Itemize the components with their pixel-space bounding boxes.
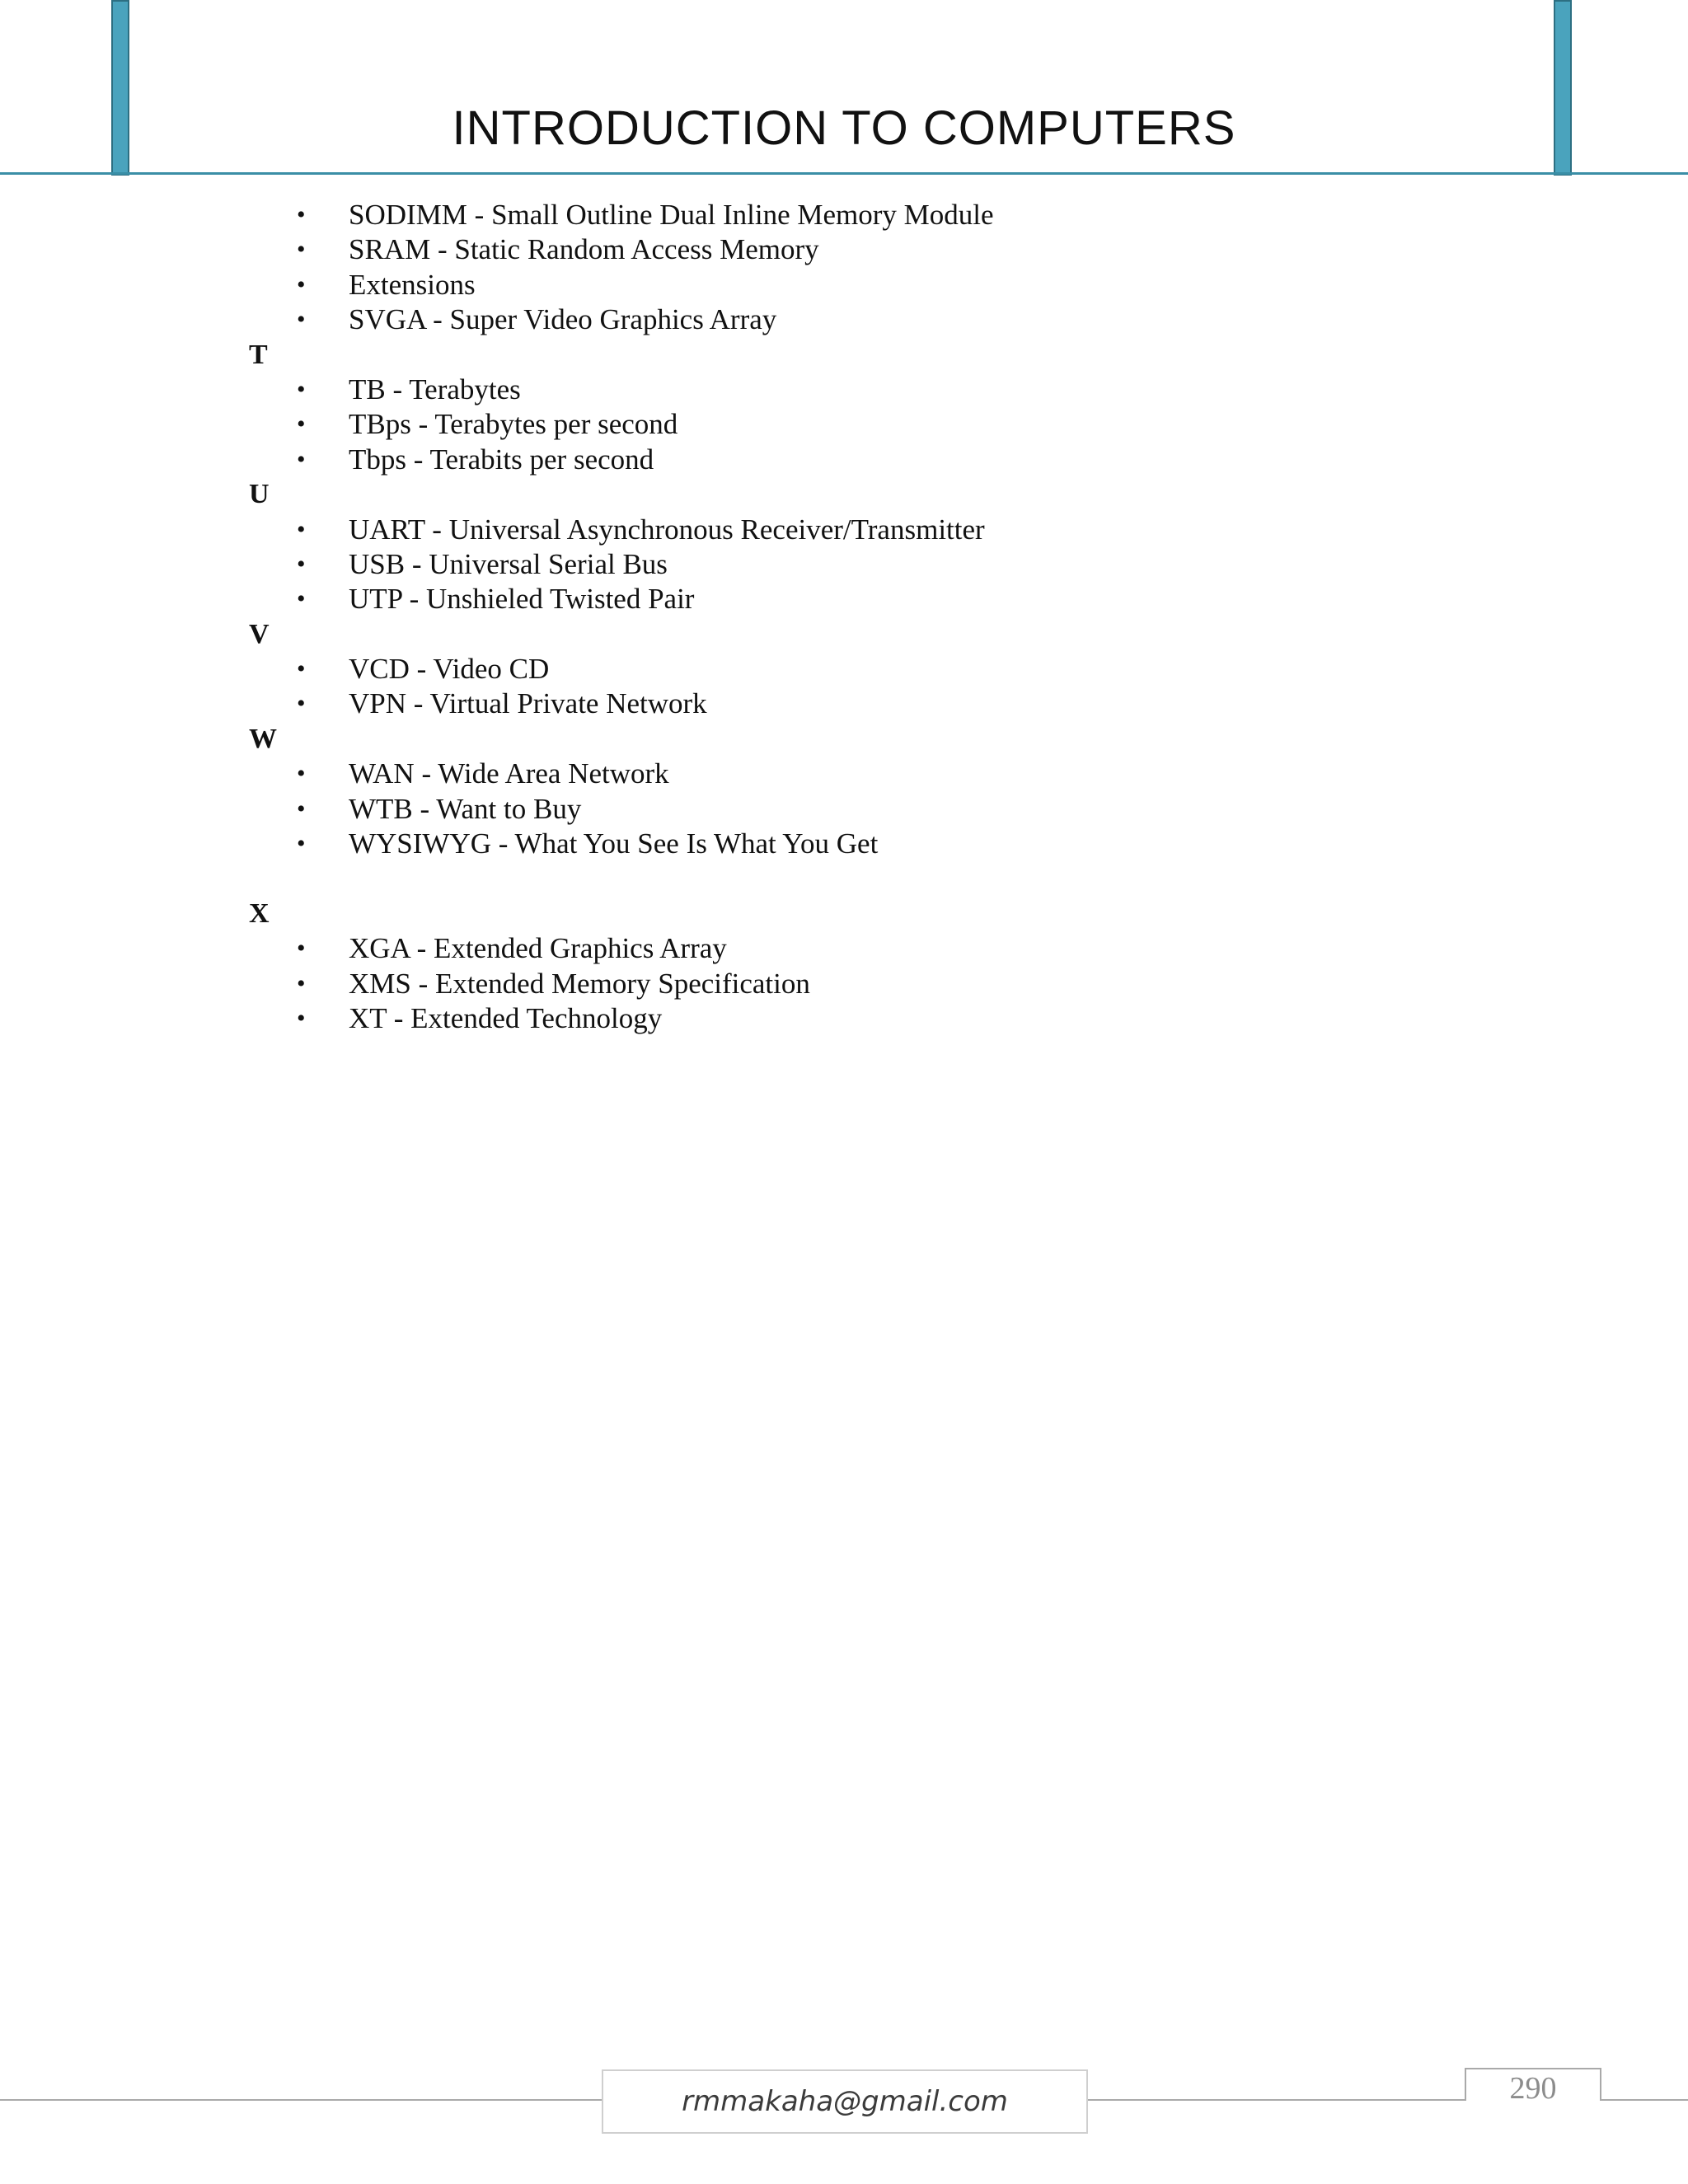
list-item xyxy=(0,1001,1688,1036)
page-number: 290 xyxy=(1509,2071,1557,2106)
list-item-text: XGA - Extended Graphics Array xyxy=(349,932,727,965)
bullet-icon: • xyxy=(297,830,306,858)
bullet-icon: • xyxy=(297,550,306,578)
footer-rule-left xyxy=(0,2099,602,2101)
section-letter: T xyxy=(249,339,268,370)
list-item xyxy=(0,652,1688,687)
bullet-icon: • xyxy=(297,306,306,334)
bullet-icon: • xyxy=(297,236,306,264)
list-item-text: SVGA - Super Video Graphics Array xyxy=(349,303,777,336)
list-item-text: Tbps - Terabits per second xyxy=(349,443,654,476)
bullet-icon: • xyxy=(297,760,306,788)
list-item-text: SODIMM - Small Outline Dual Inline Memory Module xyxy=(349,199,994,231)
bullet-icon: • xyxy=(297,1004,306,1032)
bullet-icon: • xyxy=(297,969,306,997)
list-item-text: VCD - Video CD xyxy=(349,653,550,686)
bullet-icon: • xyxy=(297,585,306,613)
list-item-text: WTB - Want to Buy xyxy=(349,792,582,825)
bullet-icon: • xyxy=(297,794,306,823)
list-item-text: VPN - Virtual Private Network xyxy=(349,687,707,720)
list-item xyxy=(0,792,1688,827)
list-item-text: USB - Universal Serial Bus xyxy=(349,547,668,580)
bullet-icon: • xyxy=(297,655,306,683)
list-item-text: WAN - Wide Area Network xyxy=(349,757,669,790)
list-item xyxy=(0,443,1688,477)
list-item-text: WYSIWYG - What You See Is What You Get xyxy=(349,827,879,860)
bullet-icon: • xyxy=(297,445,306,473)
list-item-text: TB - Terabytes xyxy=(349,373,521,405)
list-item-text: UART - Universal Asynchronous Receiver/Transmitter xyxy=(349,513,985,546)
section-heading-w xyxy=(0,722,1688,757)
list-item xyxy=(0,827,1688,861)
bullet-icon: • xyxy=(297,935,306,963)
list-item xyxy=(0,687,1688,721)
list-item xyxy=(0,547,1688,582)
section-heading-x xyxy=(0,897,1688,931)
list-item-text: XMS - Extended Memory Specification xyxy=(349,967,810,1000)
blank-line xyxy=(0,861,1688,896)
list-item-text: SRAM - Static Random Access Memory xyxy=(349,233,819,266)
section-heading-t xyxy=(0,338,1688,373)
acronym-list xyxy=(0,198,1688,1036)
list-item-text: Extensions xyxy=(349,268,476,301)
list-item xyxy=(0,582,1688,616)
list-item xyxy=(0,268,1688,302)
footer-email: rmmakaha@gmail.com xyxy=(602,2069,1088,2134)
list-item xyxy=(0,373,1688,407)
bullet-icon: • xyxy=(297,410,306,438)
section-letter: V xyxy=(249,618,270,649)
section-letter: W xyxy=(249,723,277,754)
list-item xyxy=(0,302,1688,337)
list-item-text: XT - Extended Technology xyxy=(349,1001,663,1034)
section-letter: X xyxy=(249,898,270,929)
section-heading-v xyxy=(0,617,1688,652)
bullet-icon: • xyxy=(297,375,306,403)
bullet-icon: • xyxy=(297,515,306,543)
section-heading-u xyxy=(0,477,1688,512)
list-item xyxy=(0,757,1688,791)
page-title: INTRODUCTION TO COMPUTERS xyxy=(452,101,1236,155)
bullet-icon: • xyxy=(297,690,306,718)
bullet-icon: • xyxy=(297,270,306,298)
list-item xyxy=(0,232,1688,267)
list-item xyxy=(0,513,1688,547)
section-letter: U xyxy=(249,479,270,510)
list-item xyxy=(0,407,1688,442)
bullet-icon: • xyxy=(297,201,306,228)
list-item-text: UTP - Unshieled Twisted Pair xyxy=(349,583,695,616)
list-item xyxy=(0,198,1688,232)
header-divider xyxy=(0,172,1688,175)
list-item-text: TBps - Terabytes per second xyxy=(349,408,678,441)
list-item xyxy=(0,931,1688,966)
list-item xyxy=(0,967,1688,1001)
